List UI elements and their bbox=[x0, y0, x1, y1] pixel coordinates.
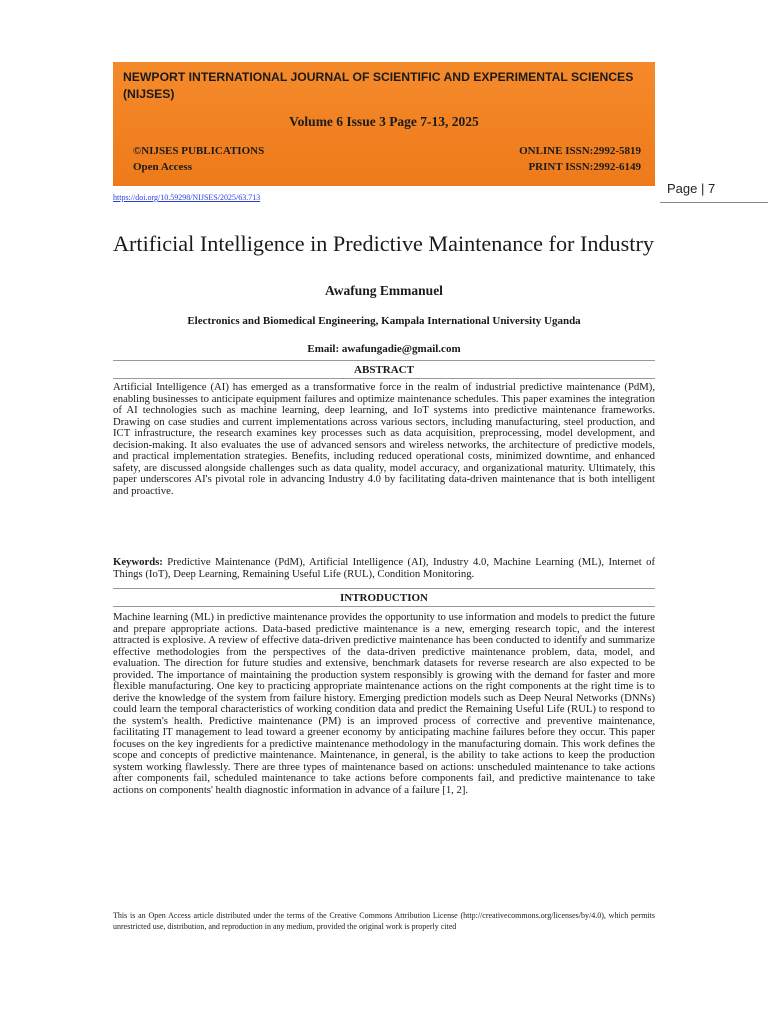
online-issn: ONLINE ISSN:2992-5819 bbox=[519, 145, 641, 157]
author-email: Email: awafungadie@gmail.com bbox=[307, 343, 461, 355]
abstract-heading-rule bbox=[113, 378, 655, 379]
publisher-name: ©NIJSES PUBLICATIONS bbox=[133, 145, 265, 157]
page-number: Page | 7 bbox=[667, 181, 716, 196]
introduction-heading: INTRODUCTION bbox=[339, 592, 428, 604]
doi-link[interactable]: https://doi.org/10.59298/NIJSES/2025/63.713 bbox=[113, 193, 261, 202]
license-footnote: This is an Open Access article distributed under the terms of the Creative Commons Attribution License (http://creativecommons.org/licenses/by/4.0), which permits unrestricted use, distribution, and reproduction in any medium, provided the original work is properly cited bbox=[113, 911, 655, 931]
abstract-text: Artificial Intelligence (AI) has emerged as a transformative force in the realm of industrial predictive maintenance (PdM), enabling businesses to anticipate equipment failures and optimize maintenance schedules. This paper examines the integration of AI technologies such as machine learning, deep learning, and IoT systems into predictive maintenance frameworks. Drawing on case studies and current implementations across various sectors, including manufacturing, steel production, and ICT infrastructure, the research examines key processes such as data acquisition, preprocessing, model development, and decision-making. It also evaluates the use of advanced sensors and wireless networks, the architecture of predictive models, and practical implementation strategies. Benefits, including reduced operational costs, minimized downtime, and enhanced safety, are discussed alongside challenges such as data quality, model accuracy, and organizational maturity. Ultimately, this paper underscores AI's pivotal role in advancing Industry 4.0 by facilitating data-driven maintenance that is both intelligent and proactive. bbox=[113, 381, 655, 497]
article-title: Artificial Intelligence in Predictive Maintenance for Industry bbox=[113, 231, 654, 256]
intro-top-rule bbox=[113, 588, 655, 589]
author-name: Awafung Emmanuel bbox=[325, 283, 443, 298]
journal-header-banner bbox=[113, 62, 655, 186]
page-number-rule bbox=[660, 202, 768, 203]
author-affiliation: Electronics and Biomedical Engineering, Kampala International University Uganda bbox=[187, 315, 581, 327]
introduction-text: Machine learning (ML) in predictive maintenance provides the opportunity to use information and models to predict the future and prepare appropriate actions. Data-based predictive maintenance is a new, emerging research topic, and the interest attracted is explosive. A review of effective data-driven predictive maintenance has been conducted to identify and summarize effective methodologies from the perspectives of the data-driven predictive maintenance problem, data, model, and evaluation. The direction for future studies and extensive, benchmark datasets for reverse research are also expected to be provided. The importance of maintaining the production system responsibly is growing with the demand for faster and more flexible manufacturing. One key to practicing appropriate maintenance actions on the right components at the right time is to derive the knowledge of the system from failure history. Emerging prediction models such as Deep Neural Networks (DNNs) could learn the temporal characteristics of working condition data and predict the Remaining Useful Life (RUL) to respond to the system's health. Predictive maintenance (PM) is an improved process of corrective and preventive maintenance, facilitating IT management to lead toward a greener economy by anticipating machine failures before they occur. This paper focuses on the key ingredients for a predictive maintenance methodology in the manufacturing domain. This work defines the scope and concepts of predictive maintenance. Maintenance, in general, is the ability to take actions to keep the production system working flawlessly. There are three types of maintenance based on actions: unscheduled maintenance to take actions after components fail, scheduled maintenance to take actions before components fail, and predictive maintenance to take actions on components' health diagnostic information in advance of a failure [1, 2]. bbox=[113, 611, 655, 796]
open-access-label: Open Access bbox=[133, 161, 192, 173]
print-issn: PRINT ISSN:2992-6149 bbox=[528, 161, 641, 173]
keywords-list: Predictive Maintenance (PdM), Artificial Intelligence (AI), Industry 4.0, Machine Learning (ML), Internet of Things (IoT), Deep Learning, Remaining Useful Life (RUL), Condition Monitoring. bbox=[113, 556, 655, 580]
keywords bbox=[113, 557, 655, 580]
journal-title: NEWPORT INTERNATIONAL JOURNAL OF SCIENTIFIC AND EXPERIMENTAL SCIENCES (NIJSES) bbox=[123, 70, 634, 101]
intro-heading-rule bbox=[113, 606, 655, 607]
publication-info bbox=[123, 143, 645, 175]
keywords-label: Keywords: bbox=[113, 556, 163, 568]
abstract-heading: ABSTRACT bbox=[354, 364, 414, 376]
volume-issue: Volume 6 Issue 3 Page 7-13, 2025 bbox=[289, 114, 479, 129]
abstract-top-rule bbox=[113, 360, 655, 361]
